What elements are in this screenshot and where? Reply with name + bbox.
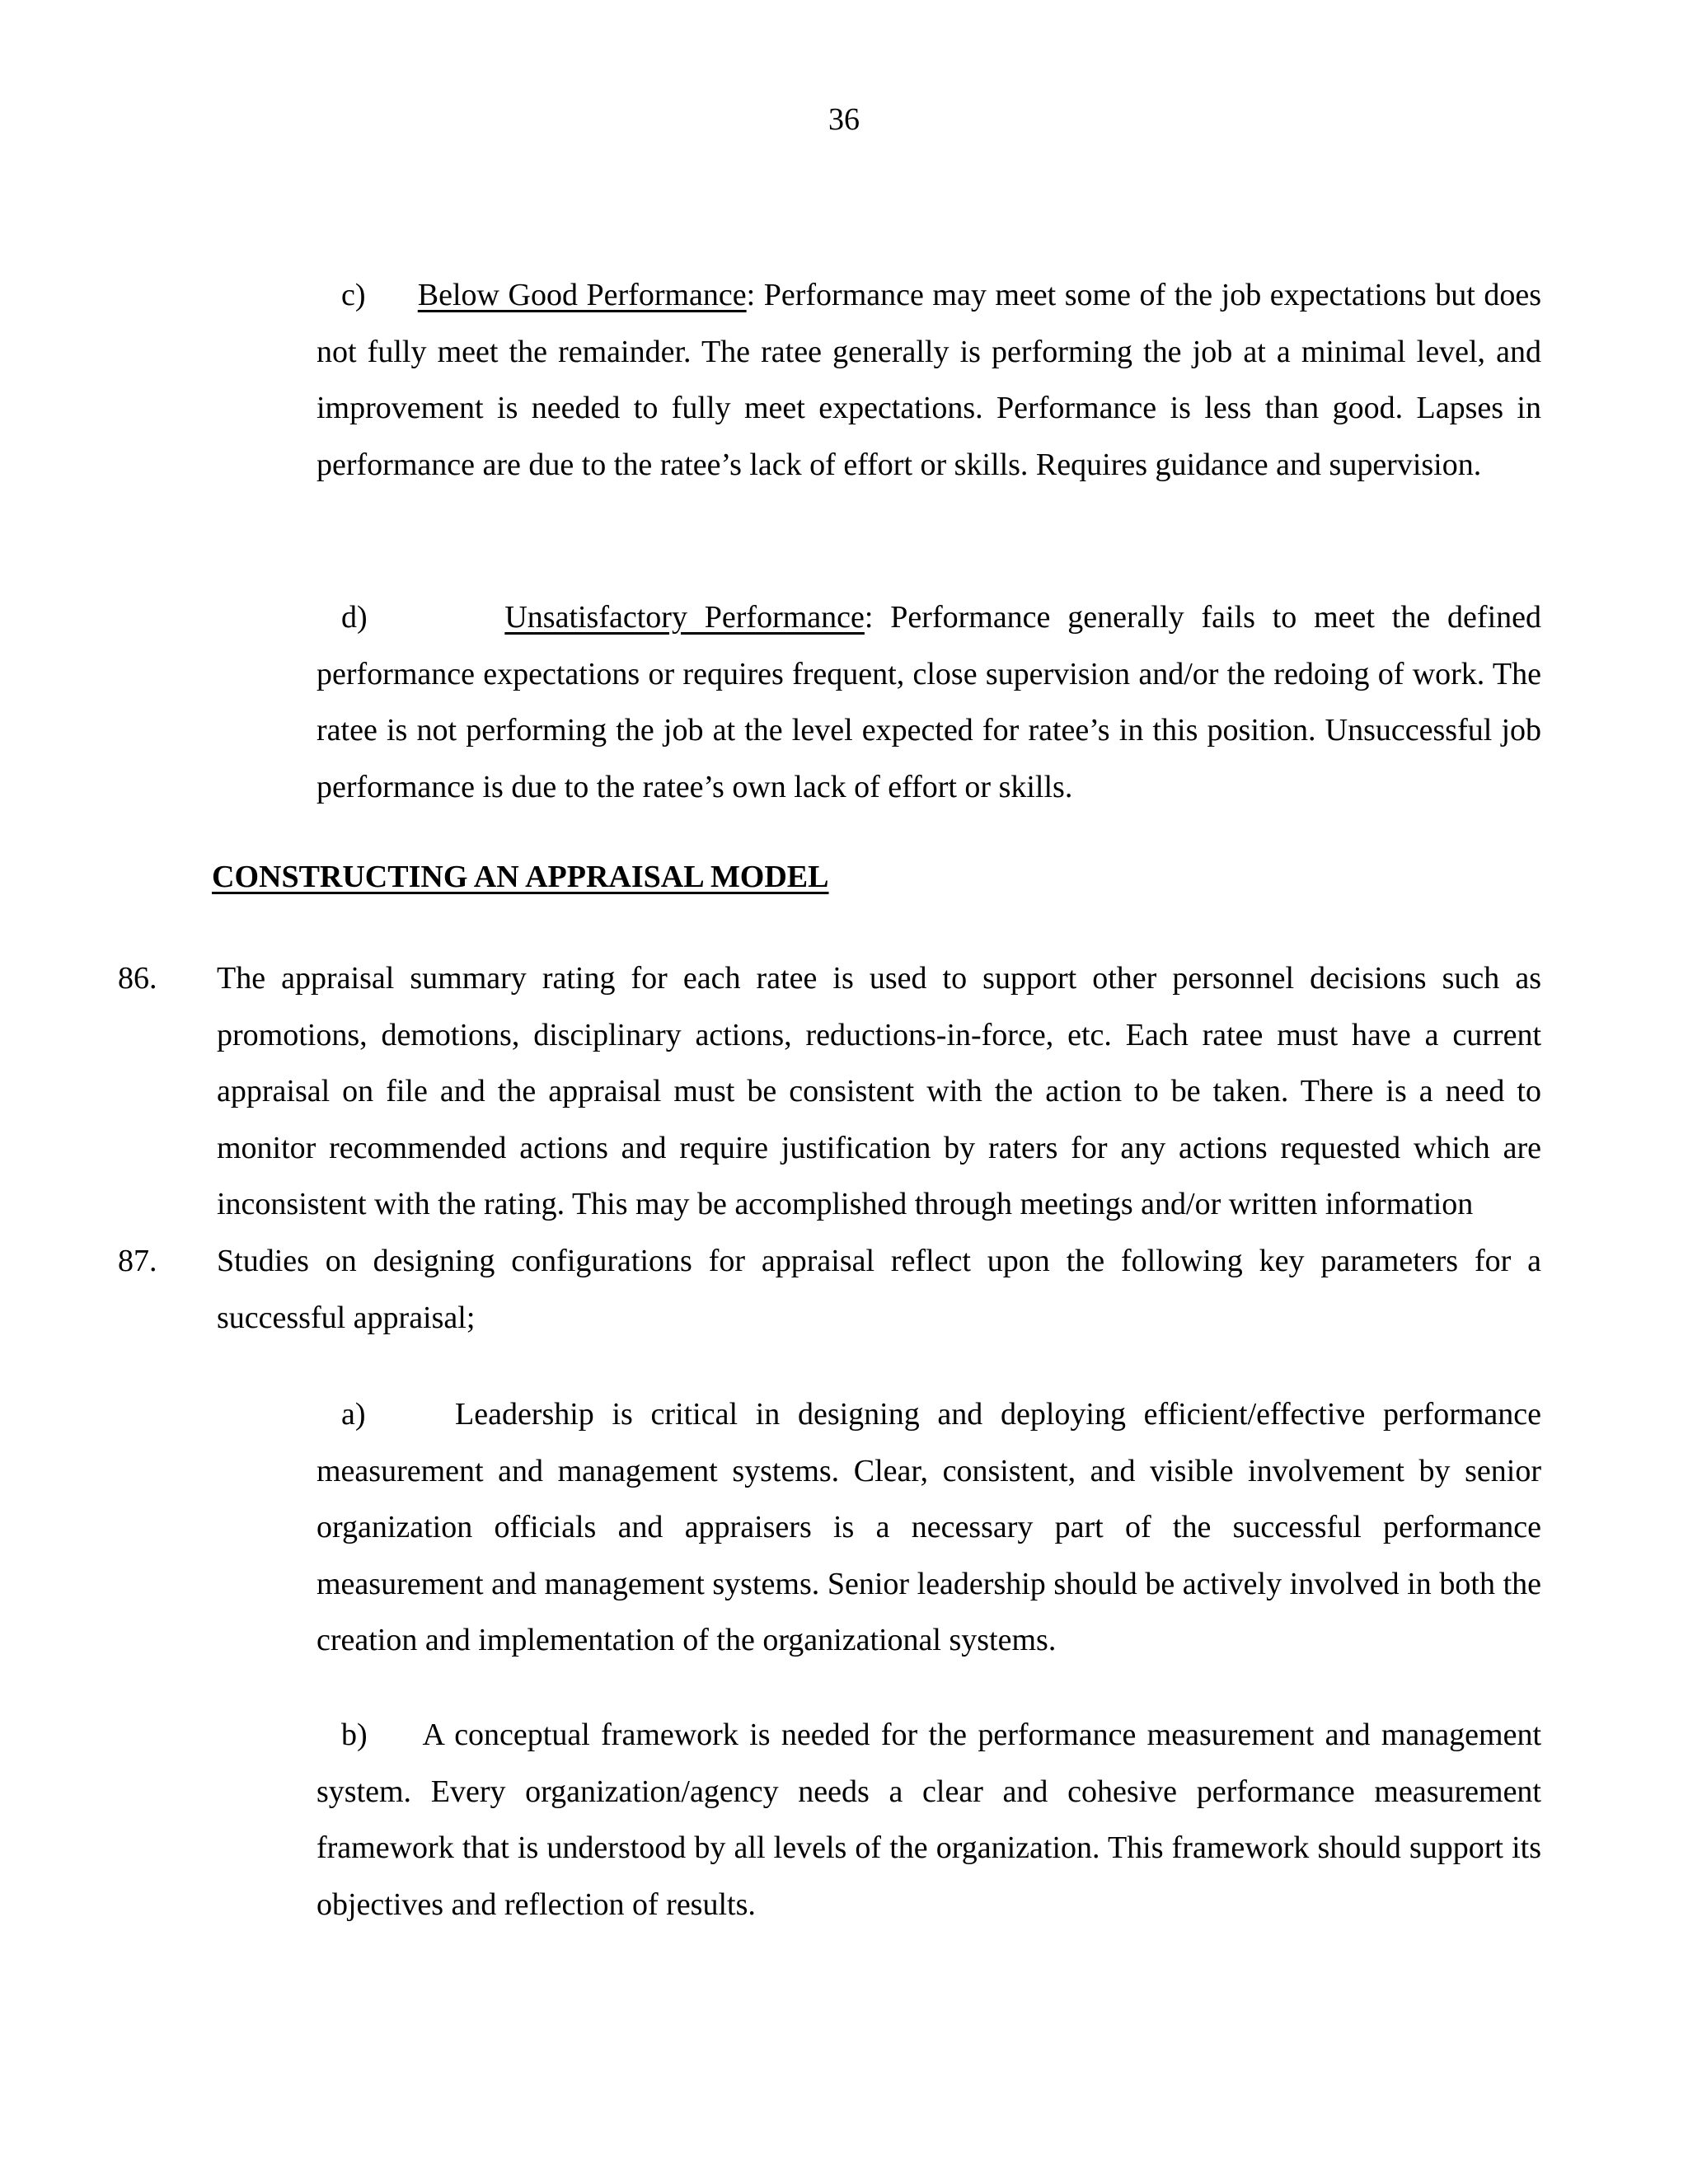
list-item-b — [316, 1707, 1541, 1933]
list-item-a — [316, 1386, 1541, 1669]
item-title: Below Good Performance — [417, 278, 747, 312]
list-marker: c) — [341, 278, 366, 312]
item-text: : Performance may meet some of the job expectations but does not fully meet the remainder. The ratee generally is performing the job at a minimal level, and improvement is needed to fully meet expectations. Performance is less than good. Lapses in performance are due to the ratee’s lack of effort or skills. Requires guidance and supervision. — [316, 278, 1541, 482]
paragraph-number: 86. — [118, 961, 157, 996]
item-text: : Performance generally fails to meet the defined performance expectations or requires frequent, close supervision and/or the redoing of work. The ratee is not performing the job at the level expected for ratee’s in this position. Unsuccessful job performance is due to the ratee’s own lack of effort or skills. — [316, 600, 1541, 804]
list-marker: b) — [341, 1718, 368, 1752]
item-title: Unsatisfactory Performance — [504, 600, 865, 635]
list-item-d — [316, 589, 1541, 815]
item-text: A conceptual framework is needed for the performance measurement and management system. Every organization/agency needs a clear and cohesive performance measurement framework that is understood by all levels of the organization. This framework should support its objectives and reflection of results. — [316, 1718, 1541, 1922]
paragraph-86: The appraisal summary rating for each ratee is used to support other personnel decisions such as promotions, demotions, disciplinary actions, reductions-in-force, etc. Each ratee must have a current appraisal on file and the appraisal must be consistent with the action to be taken. There is a need to monitor recommended actions and require justification by raters for any actions requested which are inconsistent with the rating. This may be accomplished through meetings and/or written information — [217, 961, 1541, 1221]
paragraph-87: Studies on designing configurations for appraisal reflect upon the following key parameters for a successful appraisal; — [217, 1244, 1541, 1335]
paragraph-number: 87. — [118, 1244, 157, 1278]
page-number: 36 — [828, 102, 860, 137]
item-text: Leadership is critical in designing and deploying efficient/effective performance measurement and management systems. Clear, consistent, and visible involvement by senior organization officials and appraisers is a necessary part of the successful performance measurement and management systems. Senior leadership should be actively involved in both the creation and implementation of the organizational systems. — [316, 1397, 1542, 1657]
list-marker: d) — [341, 600, 368, 635]
list-item-c — [316, 267, 1541, 493]
section-heading: CONSTRUCTING AN APPRAISAL MODEL — [212, 860, 829, 894]
list-marker: a) — [341, 1397, 366, 1432]
